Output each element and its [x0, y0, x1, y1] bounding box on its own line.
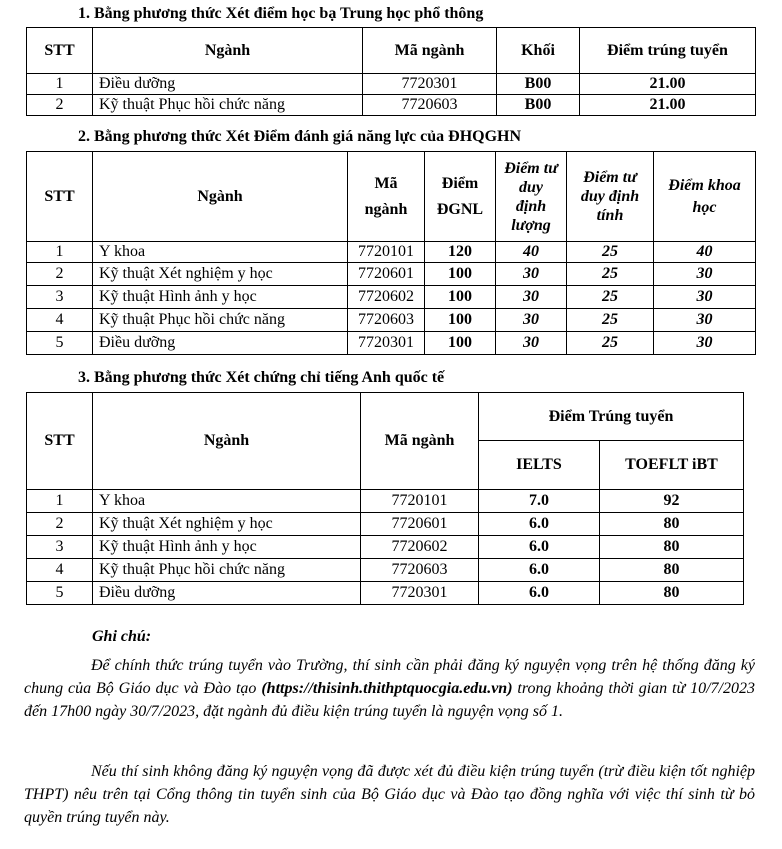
cell-stt: 2	[27, 95, 93, 116]
cell-diem-dgnl: 120	[425, 242, 496, 263]
cell-nganh: Kỹ thuật Hình ảnh y học	[93, 286, 348, 309]
cell-dinh-tinh: 25	[567, 242, 654, 263]
header-ma-nganh: Mã ngành	[361, 393, 479, 490]
cell-nganh: Điều dưỡng	[93, 582, 361, 605]
cell-toefl: 92	[600, 490, 744, 513]
cell-nganh: Kỹ thuật Phục hồi chức năng	[93, 559, 361, 582]
header-tu-duy-dinh-luong: Điểm tư duy định lượng	[496, 152, 567, 242]
table-section2	[26, 151, 756, 355]
header-stt: STT	[27, 28, 93, 74]
header-stt: STT	[27, 393, 93, 490]
cell-toefl: 80	[600, 559, 744, 582]
cell-nganh: Kỹ thuật Phục hồi chức năng	[93, 95, 363, 116]
table-section3	[26, 392, 744, 605]
cell-toefl: 80	[600, 513, 744, 536]
cell-nganh: Điều dưỡng	[93, 332, 348, 355]
cell-diem: 21.00	[580, 74, 756, 95]
table-header-row	[27, 393, 744, 441]
cell-stt: 1	[27, 490, 93, 513]
cell-nganh: Kỹ thuật Xét nghiệm y học	[93, 263, 348, 286]
table-section1	[26, 27, 756, 116]
cell-ma-nganh: 7720101	[361, 490, 479, 513]
cell-nganh: Điều dưỡng	[93, 74, 363, 95]
section3-heading: 3. Bằng phương thức Xét chứng chỉ tiếng Anh quốc tế	[78, 369, 445, 386]
cell-stt: 1	[27, 242, 93, 263]
cell-khoi: B00	[497, 95, 580, 116]
cell-ma-nganh: 7720301	[348, 332, 425, 355]
cell-nganh: Kỹ thuật Xét nghiệm y học	[93, 513, 361, 536]
cell-nganh: Y khoa	[93, 242, 348, 263]
cell-ma-nganh: 7720301	[363, 74, 497, 95]
header-diem-trung-tuyen: Điểm Trúng tuyển	[479, 393, 744, 441]
cell-dinh-luong: 30	[496, 263, 567, 286]
cell-stt: 3	[27, 536, 93, 559]
header-khoi: Khối	[497, 28, 580, 74]
table-row	[27, 559, 744, 582]
table-row	[27, 74, 756, 95]
cell-stt: 5	[27, 582, 93, 605]
header-tu-duy-dinh-tinh: Điểm tư duy định tính	[567, 152, 654, 242]
cell-dinh-luong: 30	[496, 309, 567, 332]
cell-dinh-luong: 40	[496, 242, 567, 263]
cell-diem-dgnl: 100	[425, 286, 496, 309]
header-nganh: Ngành	[93, 152, 348, 242]
cell-ma-nganh: 7720601	[361, 513, 479, 536]
cell-diem-dgnl: 100	[425, 263, 496, 286]
cell-diem-dgnl: 100	[425, 332, 496, 355]
cell-stt: 3	[27, 286, 93, 309]
header-ielts: IELTS	[479, 441, 600, 490]
note-paragraph-1	[24, 654, 755, 723]
table-row	[27, 263, 756, 286]
cell-ielts: 6.0	[479, 513, 600, 536]
table-row	[27, 286, 756, 309]
cell-stt: 4	[27, 309, 93, 332]
cell-nganh: Y khoa	[93, 490, 361, 513]
cell-ma-nganh: 7720603	[361, 559, 479, 582]
table-row	[27, 309, 756, 332]
cell-dinh-luong: 30	[496, 286, 567, 309]
table-row	[27, 490, 744, 513]
cell-toefl: 80	[600, 582, 744, 605]
table-header-row	[27, 152, 756, 242]
table-row	[27, 536, 744, 559]
cell-stt: 1	[27, 74, 93, 95]
cell-dinh-tinh: 25	[567, 263, 654, 286]
table-row	[27, 582, 744, 605]
cell-stt: 4	[27, 559, 93, 582]
cell-khoi: B00	[497, 74, 580, 95]
cell-ma-nganh: 7720603	[363, 95, 497, 116]
cell-diem: 21.00	[580, 95, 756, 116]
cell-dinh-tinh: 25	[567, 332, 654, 355]
cell-dinh-tinh: 25	[567, 286, 654, 309]
cell-nganh: Kỹ thuật Phục hồi chức năng	[93, 309, 348, 332]
cell-khoa-hoc: 30	[654, 263, 756, 286]
cell-ielts: 6.0	[479, 559, 600, 582]
cell-nganh: Kỹ thuật Hình ảnh y học	[93, 536, 361, 559]
table-row	[27, 332, 756, 355]
cell-khoa-hoc: 30	[654, 309, 756, 332]
cell-ma-nganh: 7720602	[361, 536, 479, 559]
cell-ielts: 6.0	[479, 582, 600, 605]
header-nganh: Ngành	[93, 393, 361, 490]
cell-khoa-hoc: 40	[654, 242, 756, 263]
cell-ma-nganh: 7720603	[348, 309, 425, 332]
cell-khoa-hoc: 30	[654, 332, 756, 355]
header-nganh: Ngành	[93, 28, 363, 74]
table-row	[27, 242, 756, 263]
cell-ma-nganh: 7720601	[348, 263, 425, 286]
cell-ma-nganh: 7720101	[348, 242, 425, 263]
header-toefl: TOEFLT iBT	[600, 441, 744, 490]
table-header-row	[27, 28, 756, 74]
cell-ielts: 7.0	[479, 490, 600, 513]
cell-ielts: 6.0	[479, 536, 600, 559]
cell-dinh-tinh: 25	[567, 309, 654, 332]
note-title: Ghi chú:	[92, 628, 152, 645]
note-para1-end: trong khoảng thời gian từ 10/7/2023 đến 17h00 ngày 30/7/2023, đặt ngành đủ điều kiện trúng tuyển là nguyện vọng số 1.	[24, 680, 755, 720]
note-paragraph-2: Nếu thí sinh không đăng ký nguyện vọng đã được xét đủ điều kiện trúng tuyển (trừ điều kiện tốt nghiệp THPT) nêu trên tại Cổng thông tin tuyển sinh của Bộ Giáo dục và Đào tạo đồng nghĩa với việc thí sinh từ bỏ quyền trúng tuyển này.	[24, 763, 755, 826]
header-stt: STT	[27, 152, 93, 242]
cell-stt: 2	[27, 513, 93, 536]
header-diem-trung-tuyen: Điểm trúng tuyển	[580, 28, 756, 74]
note-para1-start: Để chính thức trúng tuyển vào Trường, thí sinh cần phải đăng ký nguyện vọng trên hệ thống đăng ký chung của Bộ Giáo dục và Đào tạo	[24, 657, 755, 697]
header-ma-nganh: Mã ngành	[348, 152, 425, 242]
header-ma-nganh: Mã ngành	[363, 28, 497, 74]
cell-khoa-hoc: 30	[654, 286, 756, 309]
cell-ma-nganh: 7720602	[348, 286, 425, 309]
cell-toefl: 80	[600, 536, 744, 559]
header-diem-dgnl: Điểm ĐGNL	[425, 152, 496, 242]
header-diem-khoa-hoc: Điểm khoa học	[654, 152, 756, 242]
table-row	[27, 513, 744, 536]
cell-stt: 5	[27, 332, 93, 355]
section1-heading: 1. Bằng phương thức Xét điểm học bạ Trung học phổ thông	[78, 5, 484, 22]
cell-stt: 2	[27, 263, 93, 286]
cell-diem-dgnl: 100	[425, 309, 496, 332]
cell-dinh-luong: 30	[496, 332, 567, 355]
table-row	[27, 95, 756, 116]
registration-link[interactable]: (https://thisinh.thithptquocgia.edu.vn)	[261, 680, 513, 697]
section2-heading: 2. Bằng phương thức Xét Điểm đánh giá năng lực của ĐHQGHN	[78, 128, 522, 145]
cell-ma-nganh: 7720301	[361, 582, 479, 605]
